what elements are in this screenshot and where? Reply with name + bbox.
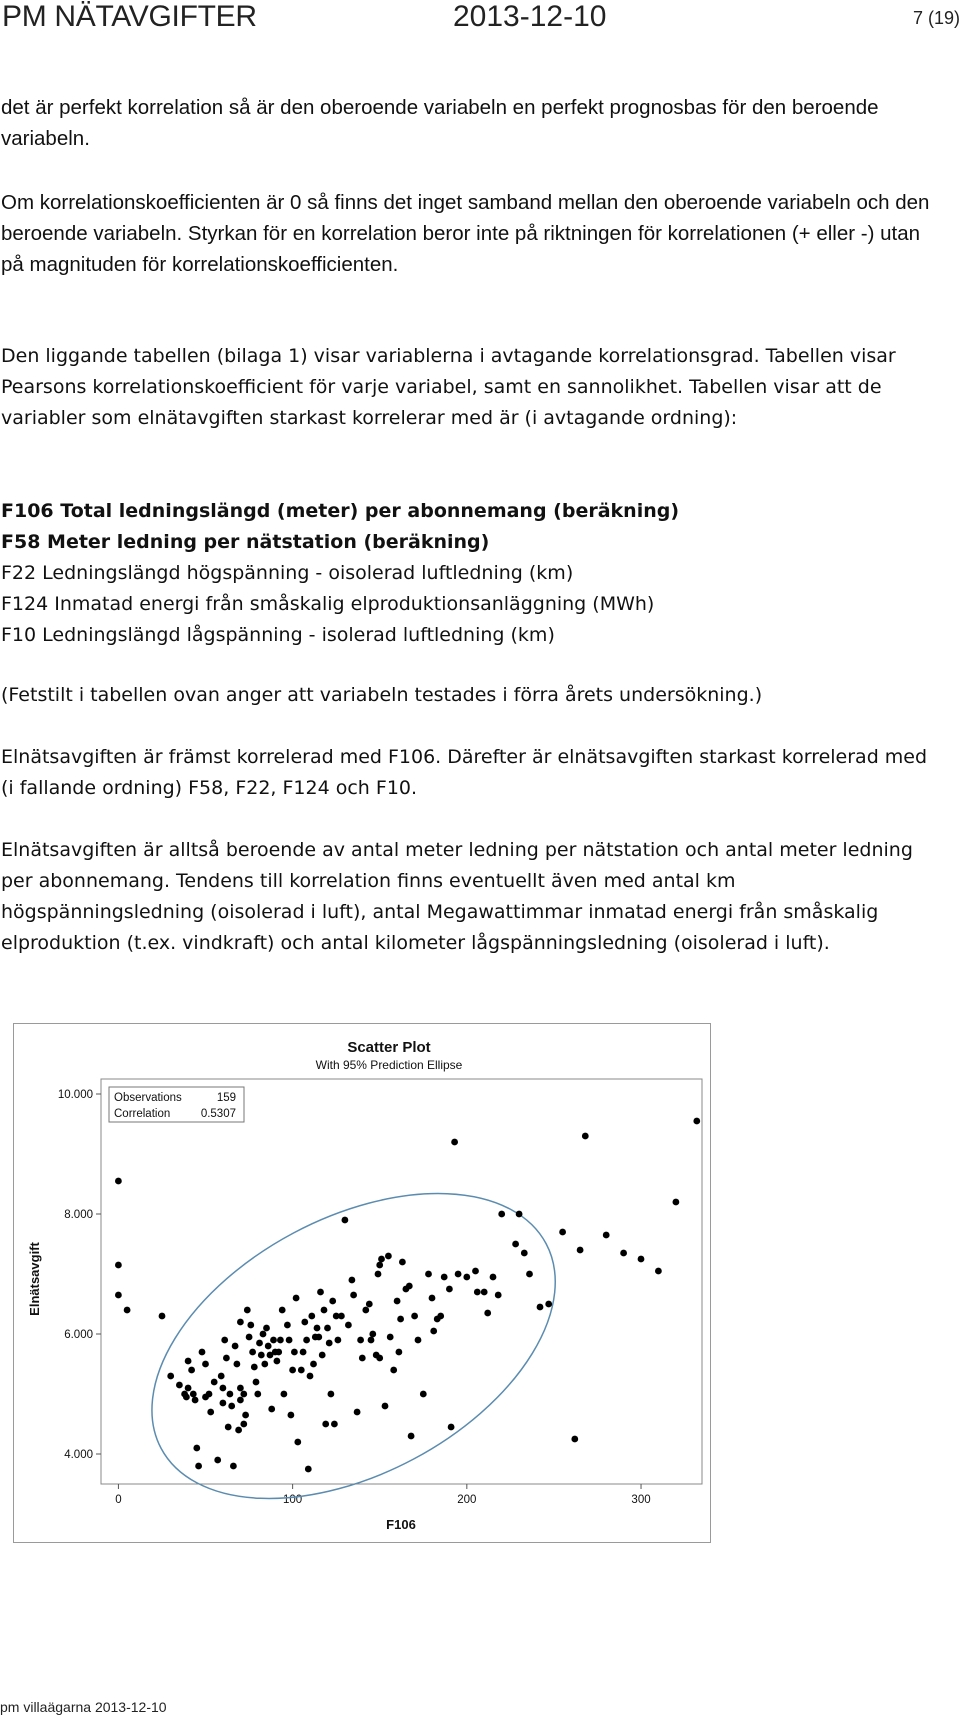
data-point	[240, 1421, 247, 1428]
page-number: 7 (19)	[912, 8, 960, 28]
data-point	[472, 1268, 479, 1275]
data-point	[288, 1412, 295, 1419]
data-point	[235, 1427, 242, 1434]
data-point	[382, 1403, 389, 1410]
data-point	[328, 1391, 335, 1398]
paragraph-text: Elnätsavgiften är främst korrelerad med F106. Därefter är elnätsavgiften starkast korrelerad med (i fallande ordning) F58, F22, F124 och F10.	[1, 746, 928, 799]
data-point	[498, 1211, 505, 1218]
scatter-plot-svg	[14, 1024, 710, 1542]
data-point	[254, 1391, 261, 1398]
y-tick-label: 10.000	[57, 1089, 93, 1101]
data-point	[408, 1433, 415, 1440]
document-title: PM NÄTAVGIFTER	[2, 0, 257, 33]
data-point	[251, 1364, 258, 1371]
data-point	[441, 1274, 448, 1281]
data-point	[451, 1139, 458, 1146]
data-point	[237, 1385, 244, 1392]
data-point	[260, 1331, 267, 1338]
data-point	[192, 1397, 199, 1404]
data-point	[397, 1316, 404, 1323]
data-point	[366, 1301, 373, 1308]
data-point	[167, 1373, 174, 1380]
data-point	[315, 1334, 322, 1341]
data-point	[357, 1337, 364, 1344]
stats-value: 159	[216, 1092, 236, 1104]
data-point	[314, 1325, 321, 1332]
data-point	[193, 1445, 200, 1452]
data-point	[258, 1352, 265, 1359]
data-point	[545, 1301, 552, 1308]
data-point	[225, 1424, 232, 1431]
stats-value: 0.5307	[200, 1108, 236, 1120]
scatter-plot-figure	[13, 1023, 711, 1543]
data-point	[571, 1436, 578, 1443]
data-point	[274, 1358, 281, 1365]
x-tick-label: 200	[457, 1494, 477, 1506]
x-tick-label: 100	[283, 1494, 303, 1506]
data-point	[331, 1421, 338, 1428]
data-point	[303, 1337, 310, 1344]
data-point	[437, 1313, 444, 1320]
data-point	[603, 1232, 610, 1239]
data-point	[362, 1307, 369, 1314]
data-point	[240, 1391, 247, 1398]
paragraph-table-description	[1, 341, 931, 434]
data-point	[298, 1367, 305, 1374]
data-point	[463, 1274, 470, 1281]
data-point	[293, 1295, 300, 1302]
paragraph-text: Den liggande tabellen (bilaga 1) visar variablerna i avtagande korrelationsgrad. Tabellen visar Pearsons korrelationskoefficient för varje variabel, samt en sannolikhet. Tabellen visar att de variabler som elnätavgiften starkast korrelerar med är (i avtagande ordning):	[1, 345, 896, 429]
data-point	[335, 1337, 342, 1344]
data-point	[321, 1307, 328, 1314]
variable-item: F58 Meter ledning per nätstation (beräkning)	[1, 531, 490, 553]
data-point	[253, 1379, 260, 1386]
data-point	[206, 1391, 213, 1398]
data-point	[242, 1412, 249, 1419]
data-point	[390, 1367, 397, 1374]
data-point	[207, 1409, 214, 1416]
data-point	[394, 1298, 401, 1305]
data-point	[268, 1406, 275, 1413]
data-point	[425, 1271, 432, 1278]
data-point	[376, 1355, 383, 1362]
data-point	[218, 1373, 225, 1380]
data-point	[261, 1361, 268, 1368]
data-point	[375, 1271, 382, 1278]
data-point	[429, 1295, 436, 1302]
data-point	[308, 1313, 315, 1320]
chart-title: Scatter Plot	[347, 1039, 431, 1056]
data-point	[183, 1394, 190, 1401]
data-point	[349, 1277, 356, 1284]
paragraph-zero-correlation	[1, 187, 931, 280]
data-point	[300, 1349, 307, 1356]
data-point	[277, 1337, 284, 1344]
data-point	[228, 1403, 235, 1410]
data-point	[448, 1424, 455, 1431]
data-point	[284, 1322, 291, 1329]
data-point	[227, 1391, 234, 1398]
data-point	[263, 1325, 270, 1332]
data-point	[247, 1322, 254, 1329]
variable-item: F22 Ledningslängd högspänning - oisolerad luftledning (km)	[1, 562, 574, 584]
data-point	[124, 1307, 131, 1314]
x-tick-label: 300	[631, 1494, 651, 1506]
prediction-ellipse	[101, 1131, 606, 1542]
y-tick-label: 6.000	[64, 1329, 93, 1341]
data-point	[455, 1271, 462, 1278]
data-point	[345, 1322, 352, 1329]
data-point	[516, 1211, 523, 1218]
data-point	[526, 1271, 533, 1278]
paragraph-text: (Fetstilt i tabellen ovan anger att variabeln testades i förra årets undersökning.)	[1, 684, 763, 706]
stats-label: Observations	[114, 1092, 182, 1104]
variable-item: F124 Inmatad energi från småskalig elproduktionsanläggning (MWh)	[1, 593, 655, 615]
x-tick-label: 0	[115, 1494, 122, 1506]
y-axis-label: Elnätsavgift	[27, 1242, 42, 1316]
data-point	[286, 1337, 293, 1344]
data-point	[199, 1349, 206, 1356]
data-point	[446, 1286, 453, 1293]
data-point	[246, 1334, 253, 1341]
data-point	[368, 1337, 375, 1344]
data-point	[176, 1382, 183, 1389]
data-point	[244, 1307, 251, 1314]
paragraph-text: det är perfekt korrelation så är den oberoende variabeln en perfekt prognosbas för den beroende variabeln.	[1, 96, 879, 150]
data-point	[322, 1421, 329, 1428]
paragraph-conclusion	[1, 835, 931, 959]
page-header	[0, 0, 960, 40]
data-point	[638, 1256, 645, 1263]
data-point	[115, 1292, 122, 1299]
variable-list	[1, 496, 931, 651]
data-point	[326, 1340, 333, 1347]
y-tick-label: 8.000	[64, 1209, 93, 1221]
data-point	[307, 1373, 314, 1380]
data-point	[559, 1229, 566, 1236]
data-point	[115, 1178, 122, 1185]
data-point	[275, 1349, 282, 1356]
data-point	[190, 1391, 197, 1398]
paragraph-correlation-intro	[1, 92, 931, 154]
data-point	[620, 1250, 627, 1257]
paragraph-text: Elnätsavgiften är alltså beroende av antal meter ledning per nätstation och antal meter ledning per abonnemang. Tendens till korrelation finns eventuellt även med antal km högspänningsledning (oisolerad i luft), antal Megawattimmar inmatad energi från småskalig elproduktion (t.ex. vindkraft) och antal kilometer lågspänningsledning (oisolerad i luft).	[1, 839, 913, 954]
data-point	[387, 1334, 394, 1341]
plot-area	[101, 1079, 702, 1484]
variable-item: F106 Total ledningslängd (meter) per abonnemang (beräkning)	[1, 500, 680, 522]
data-point	[376, 1262, 383, 1269]
data-point	[230, 1463, 237, 1470]
variable-item: F10 Ledningslängd lågspänning - isolerad luftledning (km)	[1, 624, 555, 646]
page-footer: pm villaägarna 2013-12-10	[0, 1699, 167, 1715]
data-point	[693, 1118, 700, 1125]
data-point	[305, 1466, 312, 1473]
document-date: 2013-12-10	[453, 0, 607, 33]
data-point	[237, 1397, 244, 1404]
x-axis-label: F106	[386, 1517, 416, 1532]
data-point	[582, 1133, 589, 1140]
y-tick-label: 4.000	[64, 1449, 93, 1461]
paragraph-bold-note	[1, 680, 931, 711]
data-point	[474, 1289, 481, 1296]
data-point	[301, 1319, 308, 1326]
stats-label: Correlation	[114, 1108, 171, 1120]
data-point	[430, 1328, 437, 1335]
data-point	[329, 1298, 336, 1305]
stats-box	[109, 1087, 244, 1122]
data-point	[415, 1337, 422, 1344]
data-point	[411, 1313, 418, 1320]
data-point	[159, 1313, 166, 1320]
data-point	[350, 1292, 357, 1299]
data-point	[195, 1463, 202, 1470]
data-point	[232, 1343, 239, 1350]
data-point	[338, 1313, 345, 1320]
data-point	[655, 1268, 662, 1275]
data-point	[221, 1337, 228, 1344]
data-point	[220, 1385, 227, 1392]
data-point	[234, 1361, 241, 1368]
data-point	[185, 1385, 192, 1392]
paragraph-main-correlation	[1, 742, 931, 804]
data-point	[115, 1262, 122, 1269]
data-point	[214, 1457, 221, 1464]
data-point	[319, 1352, 326, 1359]
chart-subtitle: With 95% Prediction Ellipse	[315, 1058, 463, 1072]
data-point	[324, 1325, 331, 1332]
data-point	[378, 1256, 385, 1263]
data-point	[406, 1283, 413, 1290]
data-point	[249, 1349, 256, 1356]
data-point	[521, 1250, 528, 1257]
data-point	[291, 1349, 298, 1356]
data-point	[420, 1391, 427, 1398]
data-point	[359, 1355, 366, 1362]
data-point	[577, 1247, 584, 1254]
data-point	[385, 1253, 392, 1260]
data-point	[289, 1367, 296, 1374]
data-point	[237, 1319, 244, 1326]
data-point	[484, 1310, 491, 1317]
data-point	[495, 1292, 502, 1299]
data-point	[265, 1343, 272, 1350]
data-point	[512, 1241, 519, 1248]
data-point	[673, 1199, 680, 1206]
paragraph-text: Om korrelationskoefficienten är 0 så finns det inget samband mellan den oberoende variabeln och den beroende variabeln. Styrkan för en korrelation beror inte på riktningen för korrelationen (+ eller -) utan på magnituden för korrelationskoefficienten.	[1, 191, 930, 276]
data-point	[223, 1355, 230, 1362]
data-point	[256, 1340, 263, 1347]
data-point	[185, 1358, 192, 1365]
data-point	[279, 1307, 286, 1314]
data-point	[490, 1274, 497, 1281]
data-point	[281, 1391, 288, 1398]
data-point	[188, 1367, 195, 1374]
data-point	[294, 1439, 301, 1446]
data-point	[342, 1217, 349, 1224]
data-point	[211, 1379, 218, 1386]
data-point	[202, 1361, 209, 1368]
data-point	[369, 1331, 376, 1338]
data-point	[354, 1409, 361, 1416]
data-point	[396, 1349, 403, 1356]
data-points	[115, 1118, 700, 1473]
data-point	[481, 1289, 488, 1296]
data-point	[537, 1304, 544, 1311]
data-point	[310, 1361, 317, 1368]
data-point	[220, 1400, 227, 1407]
data-point	[399, 1259, 406, 1266]
data-point	[270, 1337, 277, 1344]
data-point	[317, 1289, 324, 1296]
